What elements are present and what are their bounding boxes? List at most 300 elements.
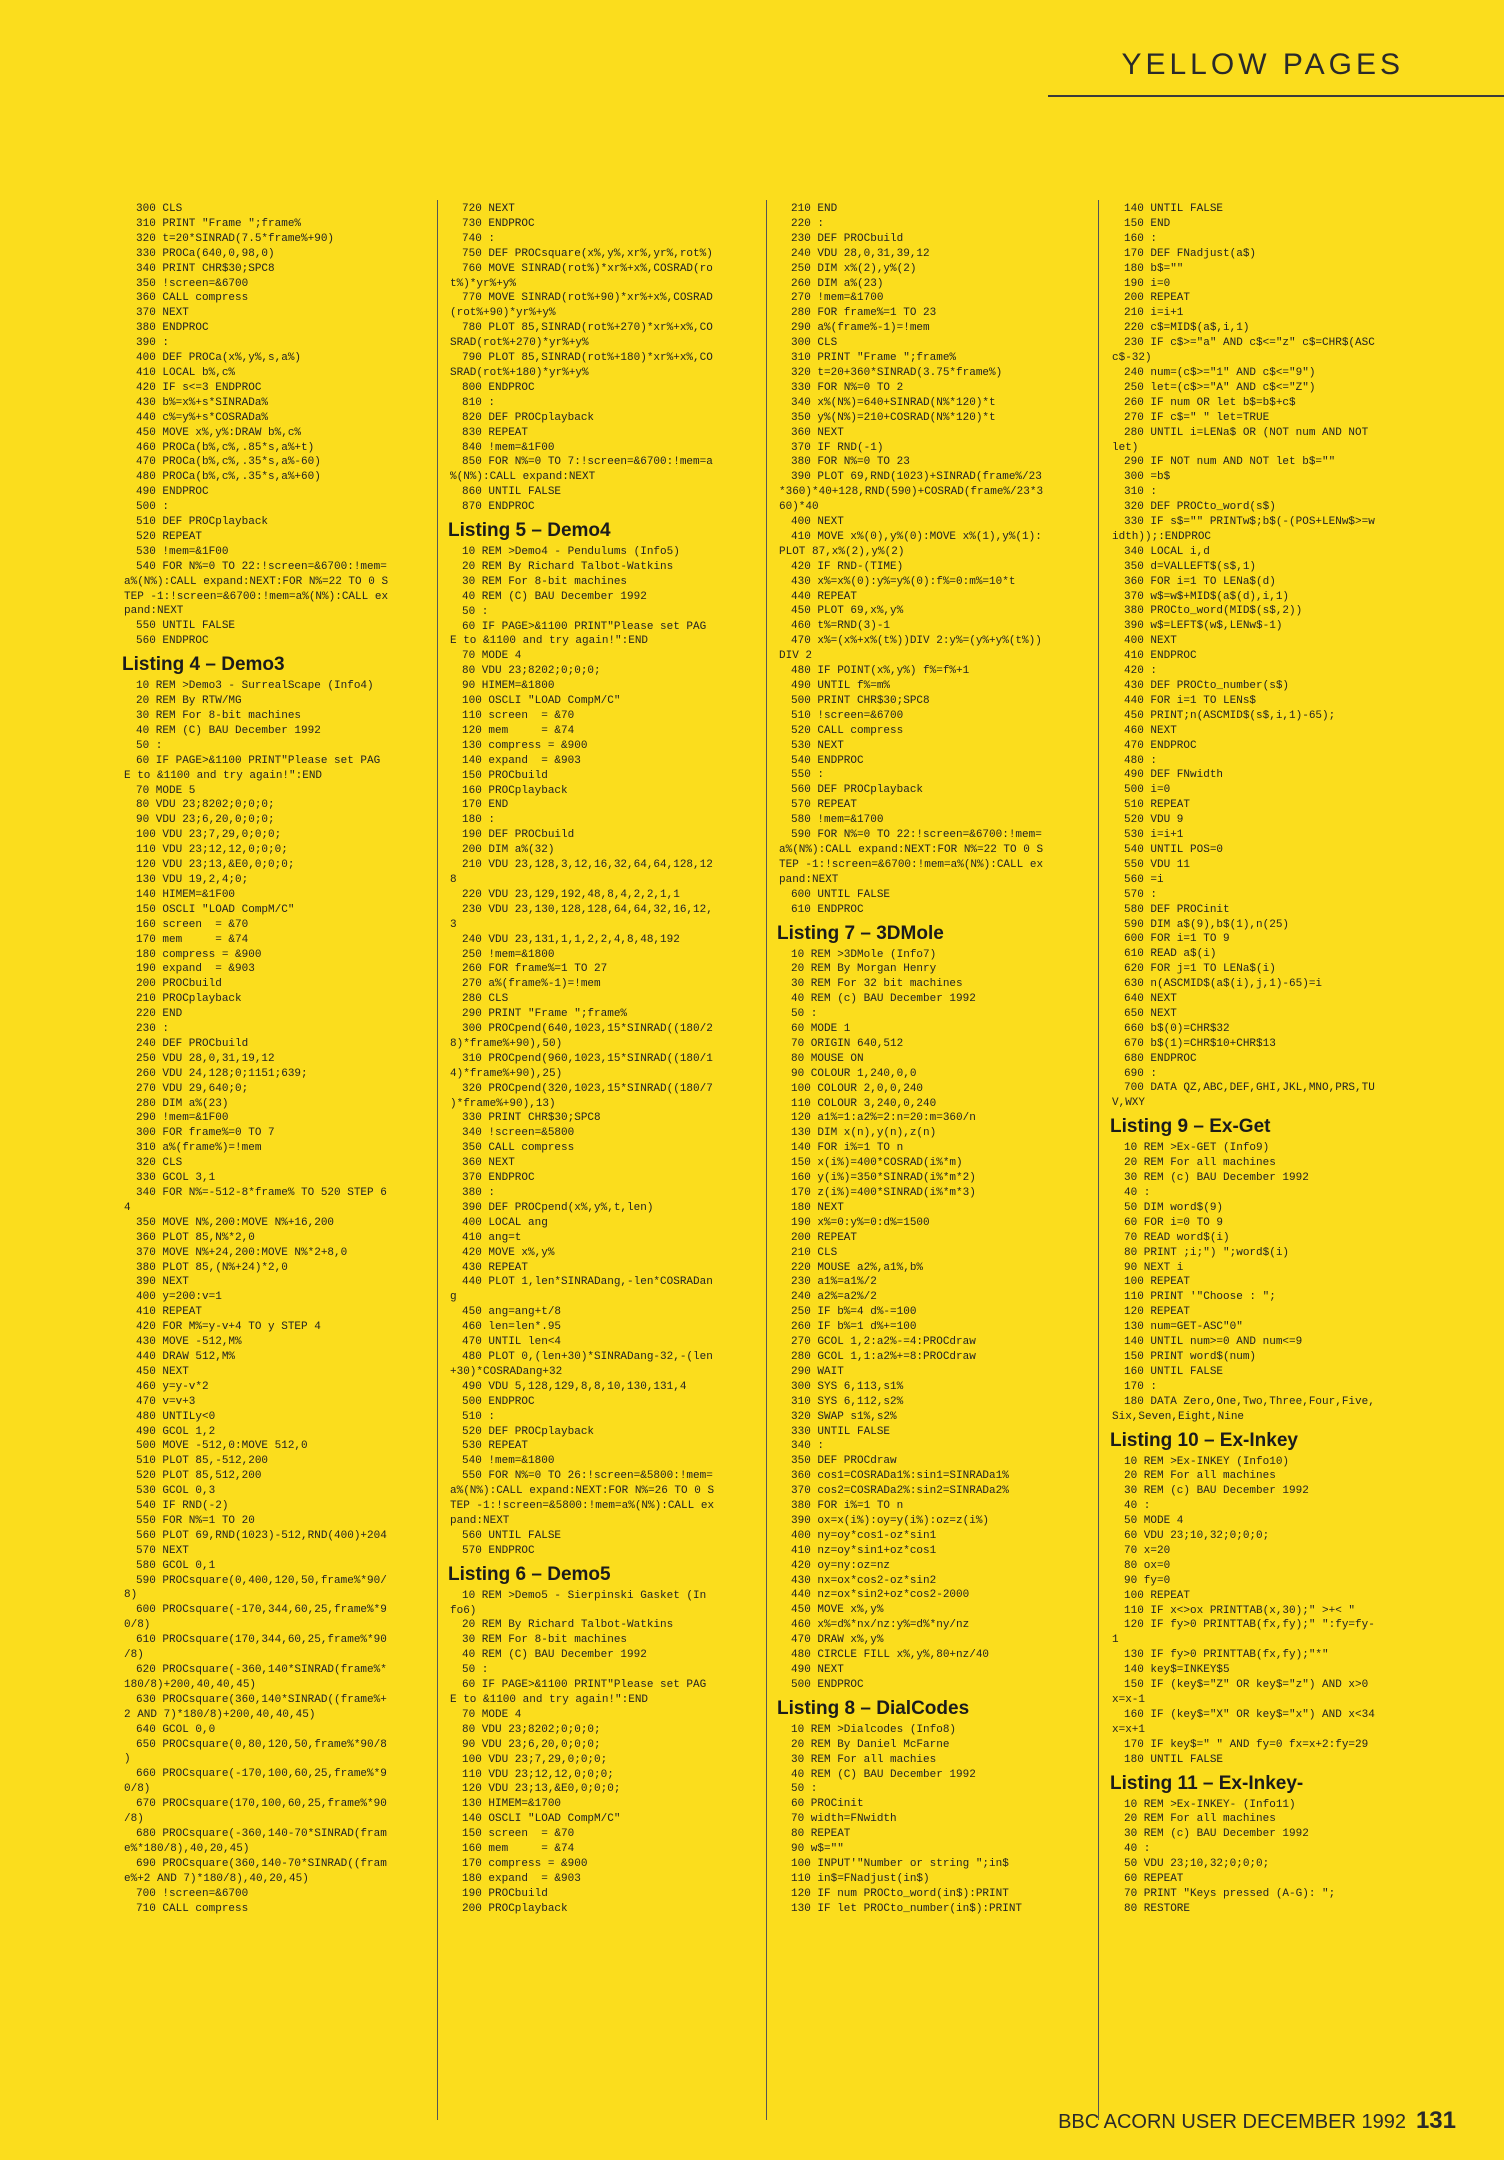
code-line: 230 DEF PROCbuild xyxy=(791,232,904,245)
code-line: 280 FOR frame%=1 TO 23 xyxy=(791,307,937,320)
code-line: 320 t=20*SINRAD(7.5*frame%+90) xyxy=(136,232,335,245)
code-line: 190 x%=0:y%=0:d%=1500 xyxy=(791,1216,930,1229)
code-line: 10 REM >Ex-INKEY (Info10) xyxy=(1124,1455,1290,1468)
code-line: 490 DEF FNwidth xyxy=(1124,769,1224,782)
code-line: 530 REPEAT xyxy=(462,1440,529,1453)
code-line: 150 END xyxy=(1124,217,1171,230)
code-line: 300 CLS xyxy=(791,337,838,350)
code-line: 570 REPEAT xyxy=(791,799,858,812)
code-line: 40 REM (C) BAU December 1992 xyxy=(136,724,321,737)
code-line: 530 i=i+1 xyxy=(1124,829,1184,842)
code-line: 520 PLOT 85,512,200 xyxy=(136,1470,262,1483)
code-line: 520 VDU 9 xyxy=(1124,814,1184,827)
code-line: 210 i=i+1 xyxy=(1124,307,1184,320)
code-line: 390 : xyxy=(136,337,170,350)
code-line: 90 VDU 23;6,20,0;0;0; xyxy=(136,814,275,827)
code-line-continuation: Six,Seven,Eight,Nine xyxy=(1112,1410,1245,1423)
code-line: 410 MOVE x%(0),y%(0):MOVE x%(1),y%(1): xyxy=(791,530,1042,543)
code-line: 820 DEF PROCplayback xyxy=(462,411,595,424)
code-line: 60 MODE 1 xyxy=(791,1023,851,1036)
code-line: 760 MOVE SINRAD(rot%)*xr%+x%,COSRAD(ro xyxy=(462,262,713,275)
code-line-continuation: a%(N%):CALL expand:NEXT:FOR N%=22 TO 0 S xyxy=(779,843,1044,856)
code-line: 220 MOUSE a2%,a1%,b% xyxy=(791,1261,924,1274)
code-line: 430 MOVE -512,M% xyxy=(136,1336,242,1349)
code-line: 80 VDU 23;8202;0;0;0; xyxy=(136,799,275,812)
code-line: 210 END xyxy=(791,203,838,215)
code-line: 30 REM For 8-bit machines xyxy=(462,1634,628,1647)
code-line: 490 VDU 5,128,129,8,8,10,130,131,4 xyxy=(462,1380,687,1393)
code-line: 440 REPEAT xyxy=(791,590,858,603)
code-line: 350 y%(N%)=210+COSRAD(N%*120)*t xyxy=(791,411,996,424)
code-line: 130 num=GET-ASC"0" xyxy=(1124,1321,1243,1334)
code-line: 110 PRINT '"Choose : "; xyxy=(1124,1291,1276,1304)
code-line: 260 VDU 24,128;0;1151;639; xyxy=(136,1067,308,1080)
code-line: 120 REPEAT xyxy=(1124,1306,1191,1319)
code-line: 420 : xyxy=(1124,665,1158,678)
code-line: 20 REM By Richard Talbot-Watkins xyxy=(462,1619,674,1632)
code-line: 240 VDU 28,0,31,39,12 xyxy=(791,247,930,260)
code-line: 280 CLS xyxy=(462,993,509,1006)
code-line: 460 NEXT xyxy=(1124,724,1177,737)
code-line: 400 LOCAL ang xyxy=(462,1216,548,1229)
code-line: 440 PLOT 1,len*SINRADang,-len*COSRADan xyxy=(462,1276,713,1289)
code-line: 130 VDU 19,2,4;0; xyxy=(136,873,249,886)
code-line: 250 DIM x%(2),y%(2) xyxy=(791,262,917,275)
code-line: 110 VDU 23;12,12,0;0;0; xyxy=(462,1768,614,1781)
code-line: 70 PRINT "Keys pressed (A-G): "; xyxy=(1124,1887,1336,1900)
code-line: 30 REM For all machies xyxy=(791,1753,937,1766)
code-line: 300 PROCpend(640,1023,15*SINRAD((180/2 xyxy=(462,1023,713,1036)
code-line: 30 REM For 32 bit machines xyxy=(791,978,963,991)
code-line: 100 OSCLI "LOAD CompM/C" xyxy=(462,695,621,708)
code-line: 400 ny=oy*cos1-oz*sin1 xyxy=(791,1529,937,1542)
code-line: 270 GCOL 1,2:a2%-=4:PROCdraw xyxy=(791,1336,976,1349)
code-line: 330 FOR N%=0 TO 2 xyxy=(791,381,904,394)
column-divider xyxy=(766,200,767,2120)
code-line: 480 CIRCLE FILL x%,y%,80+nz/40 xyxy=(791,1649,990,1662)
code-line: 320 t=20+360*SINRAD(3.75*frame%) xyxy=(791,366,1003,379)
code-line: 320 DEF PROCto_word(s$) xyxy=(1124,501,1276,514)
code-line: 40 REM (c) BAU December 1992 xyxy=(791,993,976,1006)
code-line: 100 COLOUR 2,0,0,240 xyxy=(791,1082,924,1095)
code-line: 50 : xyxy=(791,1008,818,1021)
code-line: 500 PRINT CHR$30;SPC8 xyxy=(791,694,930,707)
code-line-continuation: %(N%):CALL expand:NEXT xyxy=(450,471,596,484)
code-line: 50 VDU 23;10,32;0;0;0; xyxy=(1124,1858,1270,1871)
code-line: 620 FOR j=1 TO LENa$(i) xyxy=(1124,963,1276,976)
code-line-continuation: (rot%+90)*yr%+y% xyxy=(450,307,556,320)
code-line: 170 mem = &74 xyxy=(136,933,249,946)
code-line: 120 IF num PROCto_word(in$):PRINT xyxy=(791,1887,1009,1900)
code-line: 170 DEF FNadjust(a$) xyxy=(1124,247,1257,260)
code-line: 540 FOR N%=0 TO 22:!screen=&6700:!mem= xyxy=(136,560,387,573)
code-line: 670 PROCsquare(170,100,60,25,frame%*90 xyxy=(136,1798,387,1811)
code-line-continuation: 0/8) xyxy=(124,1783,151,1796)
code-line: 100 INPUT'"Number or string ";in$ xyxy=(791,1857,1009,1870)
code-line: 440 FOR i=1 TO LENs$ xyxy=(1124,694,1257,707)
code-line-continuation: 4)*frame%+90),25) xyxy=(450,1067,563,1080)
code-line: 170 IF key$=" " AND fy=0 fx=x+2:fy=29 xyxy=(1124,1738,1369,1751)
code-line: 660 b$(0)=CHR$32 xyxy=(1124,1022,1230,1035)
code-line: 480 UNTILy<0 xyxy=(136,1410,216,1423)
code-line: 400 NEXT xyxy=(791,516,844,529)
code-line: 140 expand = &903 xyxy=(462,754,581,767)
code-line: 210 VDU 23,128,3,12,16,32,64,64,128,12 xyxy=(462,859,713,872)
code-line: 600 PROCsquare(-170,344,60,25,frame%*9 xyxy=(136,1604,387,1617)
code-line: 70 x=20 xyxy=(1124,1544,1171,1557)
code-line: 360 CALL compress xyxy=(136,292,249,305)
code-line: 560 ENDPROC xyxy=(136,635,209,648)
code-line: 380 ENDPROC xyxy=(136,322,209,335)
code-line: 50 : xyxy=(462,1664,489,1677)
code-line-continuation: TEP -1:!screen=&6700:!mem=a%(N%):CALL ex xyxy=(124,590,389,603)
code-line: 30 REM (c) BAU December 1992 xyxy=(1124,1485,1309,1498)
code-line: 870 ENDPROC xyxy=(462,501,535,514)
code-line-continuation: a%(N%):CALL expand:NEXT:FOR N%=22 TO 0 S xyxy=(124,575,389,588)
code-line: 20 REM By Morgan Henry xyxy=(791,963,937,976)
code-line: 450 PRINT;n(ASCMID$(s$,i,1)-65); xyxy=(1124,709,1336,722)
code-line: 170 : xyxy=(1124,1380,1158,1393)
code-line: 340 PRINT CHR$30;SPC8 xyxy=(136,262,275,275)
code-line: 450 PLOT 69,x%,y% xyxy=(791,605,904,618)
code-line: 130 HIMEM=&1700 xyxy=(462,1798,562,1811)
code-line: 420 FOR M%=y-v+4 TO y STEP 4 xyxy=(136,1321,321,1334)
code-line: 100 REPEAT xyxy=(1124,1276,1191,1289)
code-line: 560 PLOT 69,RND(1023)-512,RND(400)+204 xyxy=(136,1529,387,1542)
code-line: 340 : xyxy=(791,1440,825,1453)
code-line: 160 screen = &70 xyxy=(136,918,249,931)
code-line: 590 DIM a$(9),b$(1),n(25) xyxy=(1124,918,1290,931)
listing-heading: Listing 7 – 3DMole xyxy=(777,922,944,944)
code-line: 10 REM >Dialcodes (Info8) xyxy=(791,1723,957,1736)
code-line: 320 PROCpend(320,1023,15*SINRAD((180/7 xyxy=(462,1082,713,1095)
code-line: 640 GCOL 0,0 xyxy=(136,1723,216,1736)
code-line: 50 : xyxy=(136,739,163,752)
code-line: 160 PROCplayback xyxy=(462,784,568,797)
code-line: 470 ENDPROC xyxy=(1124,739,1197,752)
code-line: 360 PLOT 85,N%*2,0 xyxy=(136,1231,255,1244)
code-line: 270 VDU 29,640;0; xyxy=(136,1082,249,1095)
code-line: 210 CLS xyxy=(791,1246,838,1259)
code-line: 660 PROCsquare(-170,100,60,25,frame%*9 xyxy=(136,1768,387,1781)
code-line: 130 compress = &900 xyxy=(462,739,588,752)
code-line: 650 NEXT xyxy=(1124,1007,1177,1020)
code-line: 380 FOR i%=1 TO n xyxy=(791,1500,904,1513)
code-line: 110 screen = &70 xyxy=(462,710,575,722)
code-line: 500 ENDPROC xyxy=(462,1395,535,1408)
listing-heading: Listing 9 – Ex-Get xyxy=(1110,1116,1271,1138)
code-line: 120 IF fy>0 PRINTTAB(fx,fy);" ":fy=fy- xyxy=(1124,1619,1375,1632)
code-line: 560 =i xyxy=(1124,873,1164,886)
code-line: 390 w$=LEFT$(w$,LENw$-1) xyxy=(1124,620,1283,633)
code-line: 490 GCOL 1,2 xyxy=(136,1425,216,1438)
code-line: 60 VDU 23;10,32;0;0;0; xyxy=(1124,1530,1270,1543)
code-line: 80 VDU 23;8202;0;0;0; xyxy=(462,665,601,678)
code-line: 200 PROCplayback xyxy=(462,1902,568,1915)
code-line: 600 FOR i=1 TO 9 xyxy=(1124,933,1230,946)
code-line: 280 GCOL 1,1:a2%+=8:PROCdraw xyxy=(791,1350,976,1363)
code-line: 390 NEXT xyxy=(136,1276,189,1289)
code-line-continuation: 2 AND 7)*180/8)+200,40,40,45) xyxy=(124,1708,316,1721)
code-line: 370 IF RND(-1) xyxy=(791,441,884,454)
code-line: 150 OSCLI "LOAD CompM/C" xyxy=(136,903,295,916)
code-line: 420 MOVE x%,y% xyxy=(462,1246,555,1259)
code-line: 710 CALL compress xyxy=(136,1902,249,1915)
code-line: 320 CLS xyxy=(136,1157,183,1170)
code-line-continuation: )*frame%+90),13) xyxy=(450,1097,556,1110)
code-line: 370 MOVE N%+24,200:MOVE N%*2+8,0 xyxy=(136,1246,348,1259)
code-line: 540 IF RND(-2) xyxy=(136,1500,229,1513)
code-line: 550 FOR N%=1 TO 20 xyxy=(136,1514,255,1527)
code-line: 290 WAIT xyxy=(791,1365,844,1378)
section-rule xyxy=(1048,95,1504,97)
code-line: 230 IF c$>="a" AND c$<="z" c$=CHR$(ASC xyxy=(1124,337,1375,350)
code-line: 310 : xyxy=(1124,486,1158,499)
code-line: 350 DEF PROCdraw xyxy=(791,1455,897,1468)
code-line: 150 IF (key$="Z" OR key$="z") AND x>0 xyxy=(1124,1679,1369,1692)
code-column-1 xyxy=(122,202,442,1916)
code-line: 90 fy=0 xyxy=(1124,1574,1171,1587)
code-column-2 xyxy=(448,202,773,1917)
code-line: 120 mem = &74 xyxy=(462,724,575,737)
code-line: 830 REPEAT xyxy=(462,426,529,439)
code-line: 500 i=0 xyxy=(1124,784,1171,797)
code-line: 610 READ a$(i) xyxy=(1124,948,1217,961)
code-line: 180 expand = &903 xyxy=(462,1872,581,1885)
code-line: 490 ENDPROC xyxy=(136,486,209,499)
code-line: 160 y(i%)=350*SINRAD(i%*m*2) xyxy=(791,1172,976,1185)
code-line: 450 MOVE x%,y%:DRAW b%,c% xyxy=(136,426,302,439)
code-line: 340 LOCAL i,d xyxy=(1124,545,1210,558)
code-line: 100 REPEAT xyxy=(1124,1589,1191,1602)
code-line: 50 DIM word$(9) xyxy=(1124,1201,1224,1214)
code-line: 10 REM >Demo3 - SurrealScape (Info4) xyxy=(136,680,374,693)
code-line: 730 ENDPROC xyxy=(462,217,535,230)
code-line: 860 UNTIL FALSE xyxy=(462,486,562,499)
code-line-continuation: 3 xyxy=(450,918,457,931)
code-line: 530 GCOL 0,3 xyxy=(136,1485,216,1498)
code-line: 140 FOR i%=1 TO n xyxy=(791,1142,904,1155)
code-line: 300 SYS 6,113,s1% xyxy=(791,1380,904,1393)
code-line: 480 PROCa(b%,c%,.35*s,a%+60) xyxy=(136,471,321,484)
code-line: 440 c%=y%+s*COSRADa% xyxy=(136,411,269,424)
code-line-continuation: c$-32) xyxy=(1112,352,1152,365)
code-line: 560 UNTIL FALSE xyxy=(462,1529,562,1542)
listing-heading: Listing 8 – DialCodes xyxy=(777,1697,970,1719)
listing-heading: Listing 11 – Ex-Inkey- xyxy=(1110,1772,1304,1794)
code-line-continuation: a%(N%):CALL expand:NEXT:FOR N%=26 TO 0 S xyxy=(450,1485,715,1498)
code-line: 90 COLOUR 1,240,0,0 xyxy=(791,1067,917,1080)
code-line: 470 DRAW x%,y% xyxy=(791,1634,884,1647)
code-line-continuation: g xyxy=(450,1291,457,1304)
code-line: 120 VDU 23;13,&E0,0;0;0; xyxy=(136,859,295,872)
code-line: 20 REM By Richard Talbot-Watkins xyxy=(462,560,674,573)
code-line: 80 MOUSE ON xyxy=(791,1052,864,1065)
code-line: 180 compress = &900 xyxy=(136,948,262,961)
code-line: 430 nx=ox*cos2-oz*sin2 xyxy=(791,1574,937,1587)
code-line: 80 REPEAT xyxy=(791,1828,851,1841)
code-line: 740 : xyxy=(462,232,496,245)
code-line: 160 mem = &74 xyxy=(462,1843,575,1856)
code-line: 510 PLOT 85,-512,200 xyxy=(136,1455,269,1468)
page-number: 131 xyxy=(1415,2107,1456,2134)
code-line: 510 : xyxy=(462,1410,496,1423)
code-line: 330 UNTIL FALSE xyxy=(791,1425,891,1438)
code-line: 190 DEF PROCbuild xyxy=(462,829,575,842)
code-line: 250 !mem=&1800 xyxy=(462,948,555,961)
code-line: 70 READ word$(i) xyxy=(1124,1231,1230,1244)
code-line: 410 nz=oy*sin1+oz*cos1 xyxy=(791,1544,937,1557)
code-line: 240 a2%=a2%/2 xyxy=(791,1291,877,1304)
code-line: 480 IF POINT(x%,y%) f%=f%+1 xyxy=(791,665,970,678)
section-title: YELLOW PAGES xyxy=(1121,48,1404,81)
code-line: 700 DATA QZ,ABC,DEF,GHI,JKL,MNO,PRS,TU xyxy=(1124,1082,1375,1095)
code-line: 290 PRINT "Frame ";frame% xyxy=(462,1008,628,1021)
code-line: 10 REM >Demo5 - Sierpinski Gasket (In xyxy=(462,1589,707,1602)
code-line: 590 PROCsquare(0,400,120,50,frame%*90/ xyxy=(136,1574,387,1587)
code-line: 700 !screen=&6700 xyxy=(136,1887,249,1900)
code-line: 20 REM By RTW/MG xyxy=(136,695,242,708)
code-line: 510 DEF PROCplayback xyxy=(136,516,269,529)
code-line: 450 NEXT xyxy=(136,1365,189,1378)
code-line: 60 IF PAGE>&1100 PRINT"Please set PAG xyxy=(462,1679,707,1692)
code-line: 680 ENDPROC xyxy=(1124,1052,1197,1065)
code-line: 200 DIM a%(32) xyxy=(462,844,555,857)
code-line: 520 CALL compress xyxy=(791,724,904,737)
code-line: 530 !mem=&1F00 xyxy=(136,545,229,558)
code-line: 200 PROCbuild xyxy=(136,978,222,991)
code-line: 430 x%=x%(0):y%=y%(0):f%=0:m%=10*t xyxy=(791,575,1016,588)
code-line: 460 t%=RND(3)-1 xyxy=(791,620,891,633)
code-line: 150 x(i%)=400*COSRAD(i%*m) xyxy=(791,1157,963,1170)
code-line: 240 DEF PROCbuild xyxy=(136,1037,249,1050)
code-line: 380 PROCto_word(MID$(s$,2)) xyxy=(1124,605,1303,618)
code-line: 300 =b$ xyxy=(1124,471,1171,484)
code-line: 40 : xyxy=(1124,1843,1151,1856)
code-line: 130 IF fy>0 PRINTTAB(fx,fy);"*" xyxy=(1124,1649,1329,1662)
code-line: 140 UNTIL FALSE xyxy=(1124,203,1224,215)
code-line: 370 ENDPROC xyxy=(462,1172,535,1185)
page-footer xyxy=(1058,2107,1456,2135)
code-line: 110 COLOUR 3,240,0,240 xyxy=(791,1097,937,1110)
code-line: 340 FOR N%=-512-8*frame% TO 520 STEP 6 xyxy=(136,1187,387,1199)
code-line: 90 VDU 23;6,20,0;0;0; xyxy=(462,1738,601,1751)
code-line: 200 REPEAT xyxy=(791,1231,858,1244)
code-line: 40 REM (C) BAU December 1992 xyxy=(462,1649,647,1662)
code-line: 160 UNTIL FALSE xyxy=(1124,1365,1224,1378)
code-line: 470 PROCa(b%,c%,.35*s,a%-60) xyxy=(136,456,321,469)
code-line: 260 IF b%=1 d%+=100 xyxy=(791,1321,917,1334)
code-line: 270 a%(frame%-1)=!mem xyxy=(462,978,601,991)
code-line-continuation: TEP -1:!screen=&6700:!mem=a%(N%):CALL ex xyxy=(779,858,1044,871)
code-line: 410 ang=t xyxy=(462,1231,522,1244)
code-line: 280 DIM a%(23) xyxy=(136,1097,229,1110)
code-line: 40 REM (C) BAU December 1992 xyxy=(462,590,647,603)
code-line: 40 : xyxy=(1124,1187,1151,1199)
code-line: 600 UNTIL FALSE xyxy=(791,888,891,901)
code-line-continuation: PLOT 87,x%(2),y%(2) xyxy=(779,545,905,558)
listing-heading: Listing 4 – Demo3 xyxy=(122,654,285,676)
code-line: 40 REM (C) BAU December 1992 xyxy=(791,1768,976,1781)
code-line-continuation: pand:NEXT xyxy=(450,1514,510,1527)
code-line: 450 ang=ang+t/8 xyxy=(462,1306,562,1319)
code-line: 590 FOR N%=0 TO 22:!screen=&6700:!mem= xyxy=(791,829,1042,842)
code-line: 230 VDU 23,130,128,128,64,64,32,16,12, xyxy=(462,903,713,916)
code-line: 50 : xyxy=(791,1783,818,1796)
code-line: 180 b$="" xyxy=(1124,262,1184,275)
code-line: 210 PROCplayback xyxy=(136,993,242,1006)
code-line-continuation: x=x-1 xyxy=(1112,1694,1146,1706)
code-line: 380 PLOT 85,(N%+24)*2,0 xyxy=(136,1261,288,1274)
code-line-continuation: 8)*frame%+90),50) xyxy=(450,1037,563,1050)
code-line: 810 : xyxy=(462,396,496,409)
code-line: 410 LOCAL b%,c% xyxy=(136,366,236,379)
code-line-continuation: TEP -1:!screen=&5800:!mem=a%(N%):CALL ex xyxy=(450,1500,715,1513)
code-line: 610 PROCsquare(170,344,60,25,frame%*90 xyxy=(136,1634,387,1647)
code-line: 350 CALL compress xyxy=(462,1142,575,1155)
code-column-4 xyxy=(1110,202,1435,1917)
code-line-continuation: /8) xyxy=(124,1649,144,1662)
code-line: 500 MOVE -512,0:MOVE 512,0 xyxy=(136,1440,308,1453)
code-line: 190 i=0 xyxy=(1124,277,1171,290)
code-line-continuation: 1 xyxy=(1112,1634,1119,1647)
code-line: 680 PROCsquare(-360,140-70*SINRAD(fram xyxy=(136,1827,387,1840)
code-line: 330 GCOL 3,1 xyxy=(136,1172,216,1185)
code-line: 50 MODE 4 xyxy=(1124,1515,1184,1528)
code-line: 610 ENDPROC xyxy=(791,903,864,916)
code-line: 390 PLOT 69,RND(1023)+SINRAD(frame%/23 xyxy=(791,471,1042,484)
code-line: 410 ENDPROC xyxy=(1124,650,1197,663)
code-line: 430 REPEAT xyxy=(462,1261,529,1274)
code-line: 100 VDU 23;7,29,0;0;0; xyxy=(136,829,282,842)
code-line: 470 UNTIL len<4 xyxy=(462,1336,562,1349)
code-line: 360 NEXT xyxy=(462,1157,515,1170)
code-line: 310 PRINT "Frame ";frame% xyxy=(791,352,957,365)
code-line: 60 REPEAT xyxy=(1124,1873,1184,1886)
code-line-continuation: e%*180/8),40,20,45) xyxy=(124,1842,250,1855)
code-line: 420 IF s<=3 ENDPROC xyxy=(136,381,262,394)
code-line: 160 IF (key$="X" OR key$="x") AND x<34 xyxy=(1124,1708,1375,1721)
code-line: 20 REM By Daniel McFarne xyxy=(791,1738,950,1751)
code-line: 500 ENDPROC xyxy=(791,1678,864,1691)
code-line: 330 PROCa(640,0,98,0) xyxy=(136,247,275,260)
code-line: 20 REM For all machines xyxy=(1124,1470,1276,1483)
code-line: 310 SYS 6,112,s2% xyxy=(791,1395,904,1408)
code-line: 180 DATA Zero,One,Two,Three,Four,Five, xyxy=(1124,1395,1375,1408)
code-line: 570 ENDPROC xyxy=(462,1544,535,1557)
code-line: 540 ENDPROC xyxy=(791,754,864,767)
code-line: 460 PROCa(b%,c%,.85*s,a%+t) xyxy=(136,441,315,454)
code-line: 100 VDU 23;7,29,0;0;0; xyxy=(462,1753,608,1766)
code-line: 370 cos2=COSRADa2%:sin2=SINRADa2% xyxy=(791,1485,1009,1498)
code-line: 550 UNTIL FALSE xyxy=(136,620,236,633)
code-line: 70 ORIGIN 640,512 xyxy=(791,1037,904,1050)
code-line-continuation: pand:NEXT xyxy=(124,605,184,618)
code-line: 140 UNTIL num>=0 AND num<=9 xyxy=(1124,1336,1303,1349)
code-line: 540 UNTIL POS=0 xyxy=(1124,843,1224,856)
code-line: 290 !mem=&1F00 xyxy=(136,1112,229,1125)
code-line-continuation: 4 xyxy=(124,1201,131,1214)
code-line: 70 MODE 4 xyxy=(462,650,522,663)
code-line: 10 REM >3DMole (Info7) xyxy=(791,948,937,961)
code-line: 460 len=len*.95 xyxy=(462,1321,562,1334)
code-line: 770 MOVE SINRAD(rot%+90)*xr%+x%,COSRAD xyxy=(462,292,713,305)
code-line: 640 NEXT xyxy=(1124,993,1177,1006)
code-line: 240 num=(c$>="1" AND c$<="9") xyxy=(1124,366,1316,379)
code-line: 160 : xyxy=(1124,232,1158,245)
code-line: 90 NEXT i xyxy=(1124,1261,1184,1274)
code-line: 310 a%(frame%)=!mem xyxy=(136,1142,262,1155)
